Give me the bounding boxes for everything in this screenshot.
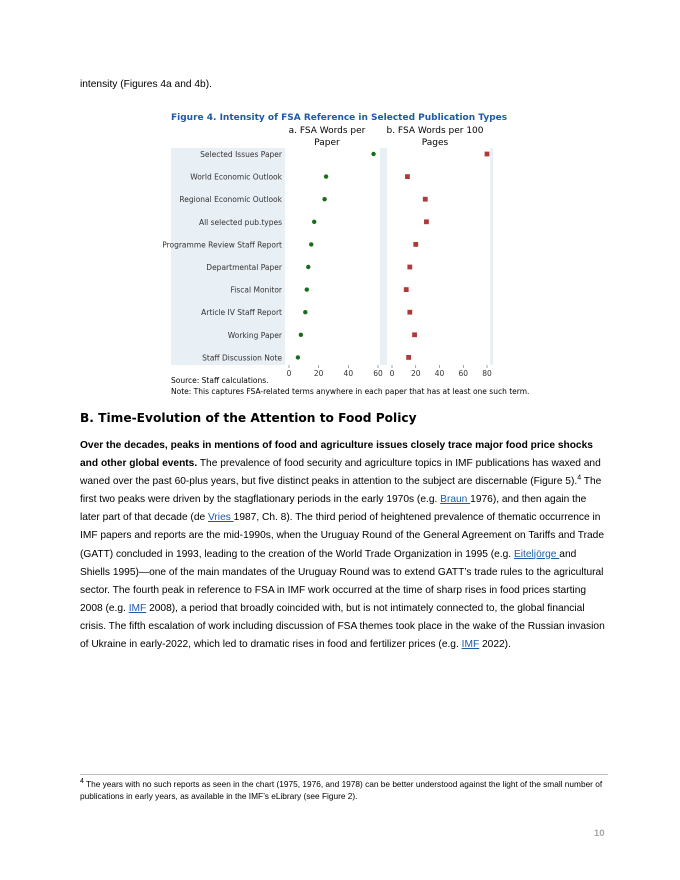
- body-paragraph: [80, 437, 608, 654]
- paragraph-text: 2022).: [479, 639, 511, 651]
- panel-a-point: [306, 265, 310, 269]
- panel-a-tick-label: 20: [313, 369, 324, 378]
- panel-a-point: [324, 174, 328, 178]
- panel-b-point: [407, 265, 412, 270]
- citation-link-imf-2022[interactable]: IMF: [461, 639, 480, 651]
- citation-link-vries[interactable]: Vries: [208, 512, 234, 524]
- paragraph-lead: Over the decades, peaks in mentions of food and agriculture issues closely trace major food price shocks and other global events.: [80, 440, 593, 470]
- footnote-marker[interactable]: 4: [577, 474, 582, 482]
- category-label: Selected Issues Paper: [200, 150, 282, 159]
- panel-b-point: [412, 332, 417, 337]
- citation-link-braun[interactable]: Braun: [440, 494, 471, 506]
- footnote-number: 4: [80, 778, 84, 786]
- panel-b-point: [404, 287, 409, 292]
- panel-a-point: [299, 333, 303, 337]
- citation-link-imf-2008[interactable]: IMF: [128, 602, 147, 614]
- section-heading: B. Time-Evolution of the Attention to Food Policy: [80, 411, 417, 425]
- panel-b-point: [423, 197, 428, 202]
- category-label: World Economic Outlook: [190, 172, 282, 182]
- panel-b-title: b. FSA Words per 100 Pages: [386, 126, 484, 148]
- category-label: Article IV Staff Report: [201, 308, 282, 318]
- paragraph-text: and Shiells 1995)—one of the main mandates of the Uruguay Round was to extend GATT’s trade rules to the agricultural sector. The fourth peak in reference to FSA in IMF work occurred at the time of sharp rises in food prices starting 2008 (e.g.: [80, 548, 604, 614]
- category-label: Working Paper: [227, 330, 282, 340]
- panel-b-point: [407, 310, 412, 315]
- category-label: Regional Economic Outlook: [179, 195, 282, 205]
- panel-b-tick-label: 0: [389, 369, 395, 378]
- panel-a-point: [371, 152, 375, 156]
- footnote-text: The years with no such reports as seen in the chart (1975, 1976, and 1978) can be better understood against the light of the small number of publications in early years, as available in the IMF’s eLibrary (see Figure 2).: [80, 779, 603, 801]
- panel-a-point: [312, 220, 316, 224]
- panel-b-tick-label: 80: [482, 369, 492, 378]
- panel-b-point: [424, 219, 429, 224]
- panel-a-tick-label: 60: [373, 369, 383, 378]
- panel-b-tick-label: 60: [458, 369, 469, 378]
- paragraph-text: The first two peaks were driven by the stagflationary periods in the early 1970s (e.g.: [80, 476, 602, 506]
- panel-a-tick-label: 0: [286, 369, 292, 378]
- category-label: Staff Discussion Note: [202, 353, 282, 363]
- panel-a-plot-area: [285, 148, 380, 365]
- category-label: Departmental Paper: [206, 263, 282, 272]
- panel-b-point: [406, 355, 411, 360]
- panel-a-point: [305, 287, 309, 291]
- figure-note: Note: This captures FSA-related terms anywhere in each paper that has at least one such term.: [171, 387, 530, 396]
- panel-b-point: [485, 152, 490, 157]
- category-label: Programme Review Staff Report: [162, 240, 282, 250]
- panel-b-tick-label: 20: [410, 369, 421, 378]
- panel-a-point: [322, 197, 326, 201]
- paragraph-text: 1976), and then again the later part of that decade (de: [80, 494, 587, 524]
- category-label: All selected pub.types: [198, 217, 282, 227]
- panel-a-point: [303, 310, 307, 314]
- page-number: 10: [594, 828, 605, 839]
- figure-title: Figure 4. Intensity of FSA Reference in Selected Publication Types: [171, 113, 508, 123]
- panel-a-title: a. FSA Words per Paper: [288, 126, 366, 148]
- panel-a-point: [309, 242, 313, 246]
- paragraph-text: 1987, Ch. 8). The third period of heightened prevalence of thematic occurrence in IMF papers and reports are the mid-1990s, when the Uruguay Round of the General Agreement on Tariffs and Trade (GATT) concluded in 1993, leading to the creation of the World Trade Organization in 1995 (e.g.: [80, 512, 605, 560]
- panel-b-tick-label: 40: [434, 369, 445, 378]
- paragraph-text: The prevalence of food security and agriculture topics in IMF publications has waxed and waned over the past 60-plus years, but five distinct peaks in attention to the subject are discernable (Figure 5).: [80, 458, 601, 488]
- figure-source: Source: Staff calculations.: [171, 376, 269, 385]
- paragraph-text: 2008), a period that broadly coincided with, but is not intimately connected to, the global financial crisis. The fifth escalation of work including discussion of FSA themes took place in the wake of the Russian invasion of Ukraine in early-2022, which led to dramatic rises in food and fertilizer prices (e.g.: [80, 602, 605, 651]
- intro-text: intensity (Figures 4a and 4b).: [80, 79, 212, 90]
- footnote-divider: [80, 774, 608, 775]
- panel-a-point: [296, 355, 300, 359]
- footnote: [80, 779, 608, 802]
- panel-b-point: [405, 174, 410, 179]
- category-label: Fiscal Monitor: [230, 285, 282, 295]
- citation-link-eiteljorge[interactable]: Eiteljörge: [513, 548, 560, 560]
- panel-b-point: [413, 242, 418, 247]
- panel-a-tick-label: 40: [343, 369, 354, 378]
- panel-b-plot-area: [387, 148, 490, 365]
